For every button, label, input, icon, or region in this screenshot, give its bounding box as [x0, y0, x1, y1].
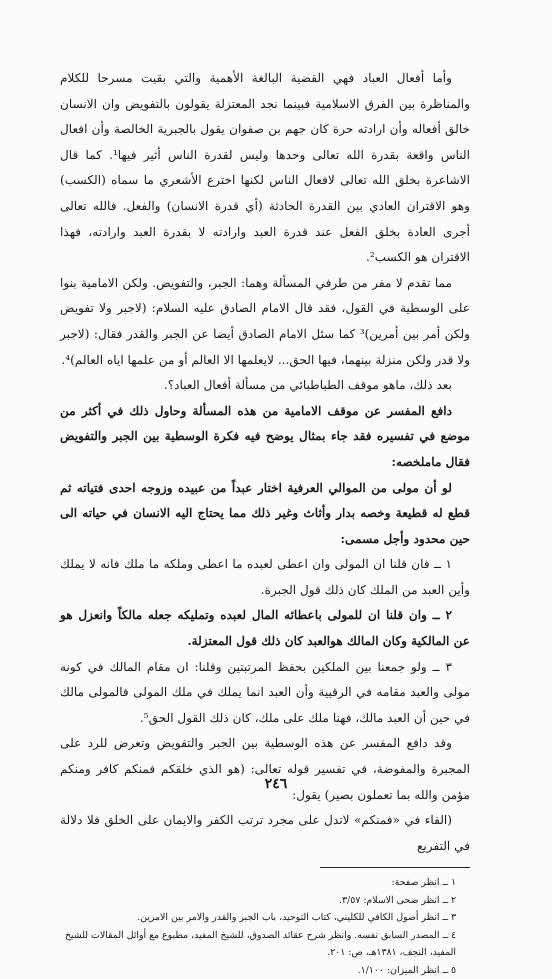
paragraph-point-3: ٣ ــ ولو جمعنا بين الملكين بحفظ المرتبتين وقلنا: ان مقام المالك في كونه مولى والعبد مقامه في الرقيية وأن العبد انما يملك في ملك المولى فالمولى مالك في حين أن العبد مالك، فهنا ملك على ملك، كان ذلك القول الحق⁵.: [60, 659, 470, 725]
footnote-3: ٣ ــ انظر أصول الكافي للكليني، كتاب التوحيد، باب الجبر والقدر والامر بين الامرين.: [137, 912, 456, 924]
paragraph-free-will-sects: وأما أفعال العباد فهي القضية البالغة الأهمية والتي بقيت مسرحا للكلام والمناظرة بين الفرق الاسلامية فبينما نجد المعتزلة يقولون بالتفويض وان الانسان خالق أفعاله وأن ارادته حرة كان جهم بن صفوان يقول بالجبرية الخالصة وأن افعال الناس واقعة بقدرة الله تعالى وحدها وليس لقدرة الناس أثير فيها¹. كما قال الاشاعرة بخلق الله تعالى لافعال الناس لكنها اخترع الأشعري ما سماه (الكسب) وهو الاقتران العادي بين القدرة الحادثة (أي قدرة الانسان) والفعل. فالله تعالى أجرى العادة بخلق الفعل عند قدرة العبد وارادته لا بقدرة العبد وارادته، فهذا الاقتران هو الكسب².: [60, 71, 470, 265]
footnotes: [60, 874, 470, 979]
footnote-1: ١ ــ انظر صفحة:: [391, 877, 456, 889]
page-number: ٢٤٦: [264, 776, 288, 792]
footnote-2: ٢ ــ انظر ضحى الاسلام: ٣/٥٧.: [339, 894, 456, 906]
footnote-divider: [320, 867, 470, 868]
paragraph-quote-start: (الفاء في «فمنكم» لاتدل على مجرد ترتب الكفر والايمان على الخلق فلا دلالة في التفريع: [60, 813, 470, 853]
paragraph-author-example: دافع المفسر عن موقف الامامية من هذه المسألة وحاول ذلك في أكثر من موضع في تفسيره فقد جاء بمثال يوضح فيه فكرة الوسطية بين الجبر والتفويض فقال ماملخصه:: [60, 403, 470, 469]
paragraph-master-example: لو أن مولى من الموالي العرفية اختار عبداً من عبيده وزوجه احدى فتياته ثم قطع له قطيعة وخصه بدار وأثاث وغير ذلك مما يحتاج اليه الانسان في حياته الى حين محدود وأجل مسمى:: [60, 480, 470, 546]
paragraph-point-1: ١ ــ فان قلنا ان المولى وان اعطى لعبده ما اعطى وملكه ما ملك فانه لا يملك وأين العبد من الملك كان ذلك قول الجبرة.: [60, 557, 470, 597]
footnote-4: ٤ ــ المصدر السابق نفسه. وانظر شرح عقائد الصدوق، للشيخ المفيد، مطبوع مع أوائل المقالات للشيخ المفيد، النجف، ١٣٨١هـ، ص: ٢٠١.: [64, 929, 456, 959]
footnote-5: ٥ ــ انظر الميزان: ١/١٠٠.: [357, 964, 456, 976]
paragraph-middle-position: مما تقدم لا مفر من طرفي المسألة وهما: الجبر، والتفويض. ولكن الامامية بنوا على الوسطية في القول، فقد قال الامام الصادق عليه السلام: (لاجبر ولا تفويض ولكن أمر بين أمرين)³ كما سئل الامام الصادق أيضا عن الجبر والقدر فقال: (لاجبر ولا قدر ولكن منزلة بينهما، فيها الحق... لايعلمها الا العالم أو من علمها اياه العالم)⁴.: [60, 275, 470, 367]
paragraph-defense: وقد دافع المفسر عن هذه الوسطية بين الجبر والتفويض وتعرض للرد على المجبرة والمفوضة، في تفسير قوله تعالى: (هو الذي خلقكم فمنكم كافر ومنكم مؤمن والله بما تعملون بصير) يقول:: [60, 736, 470, 802]
paragraph-question: بعد ذلك، ماهو موقف الطباطبائي من مسألة أفعال العباد؟.: [163, 378, 452, 393]
paragraph-point-2: ٢ ــ وان قلنا ان للمولى باعطائه المال لعبده وتمليكه جعله مالكاً وانعزل هو عن المالكية وكان المالك هوالعبد كان ذلك قول المعتزلة.: [60, 608, 470, 649]
main-text: [60, 66, 470, 859]
